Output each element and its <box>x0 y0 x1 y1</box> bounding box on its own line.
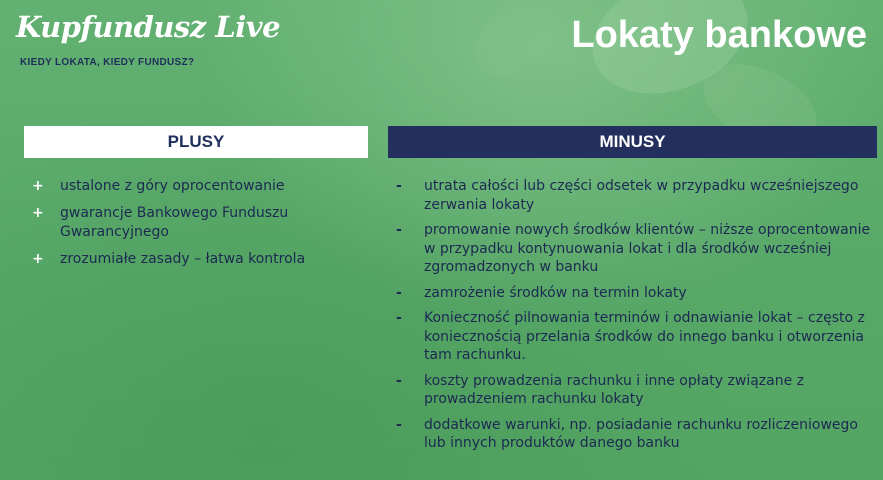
plus-bullet-icon: + <box>32 205 44 221</box>
list-item-text: koszty prowadzenia rachunku i inne opłaty związane z prowadzeniem rachunku lokaty <box>424 372 805 407</box>
list-item <box>396 284 880 303</box>
list-item <box>396 372 880 409</box>
list-item-text: zrozumiałe zasady – łatwa kontrola <box>60 251 306 267</box>
list-item-text: zamrożenie środków na termin lokaty <box>424 284 687 301</box>
minus-bullet-icon: - <box>396 310 402 326</box>
slide-title: Lokaty bankowe <box>571 14 867 56</box>
plus-list <box>32 177 368 277</box>
minus-bullet-icon: - <box>396 178 402 194</box>
list-item-text: utrata całości lub części odsetek w przypadku wcześniejszego zerwania lokaty <box>424 178 859 213</box>
minus-bullet-icon: - <box>396 372 402 389</box>
list-item <box>32 177 368 196</box>
list-item <box>396 221 880 277</box>
brand-tagline: KIEDY LOKATA, KIEDY FUNDUSZ? <box>20 57 195 68</box>
list-item <box>396 177 880 214</box>
list-item <box>396 309 880 365</box>
list-item-text: Konieczność pilnowania terminów i odnawianie lokat – często z koniecznością przelania środków do innego banku i otworzenia tam rachunku. <box>424 310 865 363</box>
list-item <box>32 250 368 269</box>
list-item-text: ustalone z góry oprocentowanie <box>60 178 285 194</box>
list-item-text: gwarancje Bankowego Funduszu Gwarancyjnego <box>60 205 289 240</box>
plus-bullet-icon: + <box>32 251 44 267</box>
plus-column-header: PLUSY <box>24 126 368 158</box>
background-decoration <box>461 0 569 90</box>
minus-list <box>396 177 880 460</box>
list-item-text: dodatkowe warunki, np. posiadanie rachunku rozliczeniowego lub innych produktów danego banku <box>424 416 858 451</box>
minus-bullet-icon: - <box>396 222 402 238</box>
plus-bullet-icon: + <box>32 178 44 194</box>
minus-bullet-icon: - <box>396 284 402 301</box>
list-item <box>396 416 880 453</box>
minus-column-header: MINUSY <box>388 126 877 158</box>
minus-bullet-icon: - <box>396 416 402 433</box>
list-item-text: promowanie nowych środków klientów – niższe oprocentowanie w przypadku kontynuowania lokat i dla środków wcześniej zgromadzonych w banku <box>424 222 871 275</box>
brand-logo: Kupfundusz Live <box>16 10 281 44</box>
list-item <box>32 204 368 242</box>
